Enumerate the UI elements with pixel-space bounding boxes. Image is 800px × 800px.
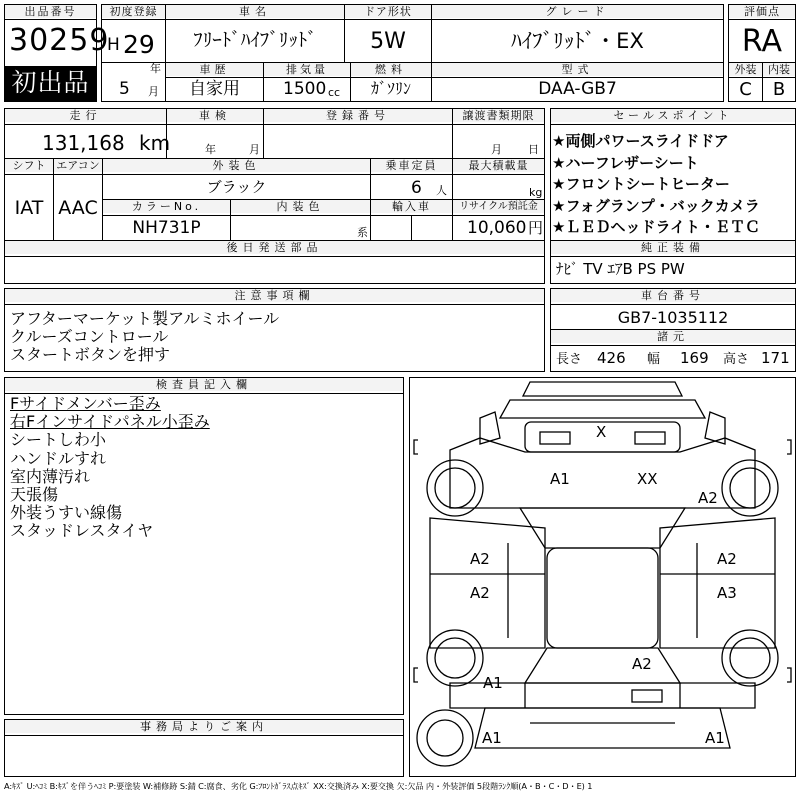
first-listing-label: 初出品 [11, 68, 90, 97]
transfer-header: 譲渡書類期限 [453, 109, 544, 122]
sales-point-item: ★フロントシートヒーター [552, 175, 730, 194]
color-no-header: カラーNo. [103, 200, 230, 213]
inspector-item: 室内薄汚れ [10, 466, 91, 486]
body-left [430, 518, 545, 648]
mark-xx-hood: XX [637, 470, 658, 488]
note-item: クルーズコントロール [10, 327, 169, 347]
note-item: アフターマーケット製アルミホイール [10, 309, 280, 328]
legend-text: A:ｷｽﾞ U:ﾍｺﾐ B:ｷｽﾞを伴うﾍｺﾐ P:要塗装 W:補修跡 S:錆 C:腐食、劣化 G:ﾌﾛﾝﾄｶﾞﾗｽ点ｷｽﾞ XX:交換済み X:要交換 欠:欠品 内・外装評価 5段階ﾗﾝｸ順(A・B・C・D・E) 1 [4, 781, 593, 791]
specs-header: 諸元 [551, 330, 795, 343]
transfer-day-unit: 日 [528, 143, 539, 156]
mark-a2-left-rear-door: A2 [470, 584, 490, 602]
width-value: 169 [680, 349, 709, 367]
sales-point-item: ★フォグランプ・バックカメラ [552, 196, 760, 215]
length-label: 長さ [556, 352, 583, 367]
score-header: 評価点 [729, 5, 795, 18]
mileage-unit: km [139, 131, 171, 155]
height-label: 高さ [723, 352, 750, 367]
lot-number-header: 出品番号 [5, 5, 96, 18]
inspection-header: 車検 [167, 109, 263, 122]
mark-a1-bumper-left: A1 [482, 729, 502, 747]
model-header: 型式 [432, 63, 723, 76]
lot-number: 30259 [9, 23, 110, 58]
registration-era: H [107, 35, 120, 55]
mark-a1-bumper-right: A1 [705, 729, 725, 747]
later-parts-header: 後日発送部品 [5, 241, 544, 254]
sales-points-header: セールスポイント [551, 109, 795, 122]
displacement-unit: cc [328, 86, 341, 99]
height-value: 171 [761, 349, 790, 367]
spare-wheel [417, 710, 473, 766]
front-glass [523, 382, 682, 396]
registration-month-unit: 月 [148, 85, 159, 98]
inspector-item: Fサイドメンバー歪み [10, 394, 161, 413]
inspector-item: ハンドルすれ [10, 448, 107, 468]
displacement-header: 排気量 [264, 63, 350, 76]
registration-year-unit: 年 [150, 62, 161, 75]
history-value: 自家用 [189, 79, 240, 99]
aircon-header: エアコン [54, 159, 102, 172]
recycle-value: 10,060 [467, 218, 527, 238]
fuel-value: ｶﾞｿﾘﾝ [370, 79, 411, 98]
registration-month: 5 [119, 79, 130, 99]
inspection-year-unit: 年 [205, 143, 216, 156]
chassis-header: 車台番号 [551, 289, 795, 302]
office-header: 事務局よりご案内 [5, 720, 403, 733]
fuel-header: 燃料 [351, 63, 431, 76]
car-name: ﾌﾘｰﾄﾞﾊｲﾌﾞﾘｯﾄﾞ [193, 29, 317, 51]
transfer-month-unit: 月 [491, 143, 502, 156]
shift-value: IAT [14, 197, 44, 219]
interior-score-header: 内装 [763, 63, 795, 76]
notes-list [10, 310, 279, 365]
recycle-header: リサイクル預託金 [453, 200, 544, 213]
door-type: 5W [370, 29, 406, 54]
recycle-unit: 円 [528, 219, 544, 237]
inspector-item: 天張傷 [10, 485, 59, 505]
mark-a2-left-front-door: A2 [470, 550, 490, 568]
interior-score: B [772, 79, 786, 100]
genuine-equipment-header: 純正装備 [551, 241, 795, 254]
inspector-item: 外装うすい線傷 [10, 503, 123, 523]
sales-point-item: ★ＬＥＤヘッドライト・ＥＴＣ [552, 218, 760, 237]
capacity-unit: 人 [436, 184, 447, 197]
max-load-header: 最大積載量 [453, 159, 544, 172]
registration-year: 29 [123, 30, 155, 59]
mark-a2-rear: A2 [632, 655, 652, 673]
mark-x-top: X [596, 423, 607, 441]
sales-point-item: ★ハーフレザーシート [552, 153, 699, 172]
grade-header: グレード [432, 5, 723, 18]
car-name-header: 車名 [166, 5, 344, 18]
capacity-header: 乗車定員 [371, 159, 452, 172]
chassis-number: GB7-1035112 [617, 308, 729, 327]
shift-header: シフト [5, 159, 53, 172]
exterior-score-header: 外装 [729, 63, 762, 76]
hood-top [500, 400, 705, 418]
body-right [660, 518, 775, 648]
score-value: RA [741, 24, 783, 59]
door-header: ドア形状 [345, 5, 431, 18]
rear-bumper [475, 708, 730, 748]
max-load-unit: kg [529, 186, 543, 199]
mileage-header: 走行 [5, 109, 166, 122]
note-item: スタートボタンを押す [10, 345, 171, 365]
capacity-value: 6 [411, 178, 422, 198]
inspection-month-unit: 月 [249, 143, 260, 156]
exterior-score: C [739, 79, 752, 100]
int-color-header: 内装色 [231, 200, 370, 213]
inspector-header: 検査員記入欄 [5, 378, 403, 391]
displacement-value: 1500 [283, 79, 327, 99]
plate-header: 登録番号 [264, 109, 452, 122]
sales-points-list [552, 131, 760, 239]
mileage-value: 131,168 [42, 131, 125, 155]
mark-a1-left-quarter: A1 [483, 674, 503, 692]
genuine-equipment-value: ﾅﾋﾞ TV ｴｱB PS PW [556, 260, 685, 278]
first-registration-header: 初度登録 [102, 5, 165, 18]
inspector-item: 右Fインサイドパネル小歪み [10, 412, 210, 432]
mark-a3-right-rear-door: A3 [717, 584, 737, 602]
history-header: 車歴 [166, 63, 263, 76]
ext-color-header: 外装色 [103, 159, 370, 172]
int-color-suffix: 系 [357, 226, 368, 239]
aircon-value: AAC [58, 197, 98, 219]
model-value: DAA-GB7 [538, 79, 617, 99]
color-no-value: NH731P [132, 218, 201, 238]
grade-value: ﾊｲﾌﾞﾘｯﾄﾞ・EX [511, 29, 644, 53]
sales-point-item: ★両側パワースライドドア [552, 132, 729, 150]
rear-glass [525, 648, 680, 683]
mark-a2-fender-right: A2 [698, 489, 718, 507]
mark-a1-hood: A1 [550, 470, 570, 488]
ext-color-value: ブラック [206, 178, 267, 196]
inspector-item: シートしわ小 [10, 430, 107, 450]
import-header: 輸入車 [371, 200, 452, 213]
mark-a2-right-front-door: A2 [717, 550, 737, 568]
notes-header: 注意事項欄 [5, 289, 544, 302]
roof [547, 548, 658, 648]
inspector-item: スタッドレスタイヤ [10, 521, 154, 541]
length-value: 426 [597, 349, 626, 367]
width-label: 幅 [647, 352, 661, 367]
inspector-list [10, 395, 210, 541]
